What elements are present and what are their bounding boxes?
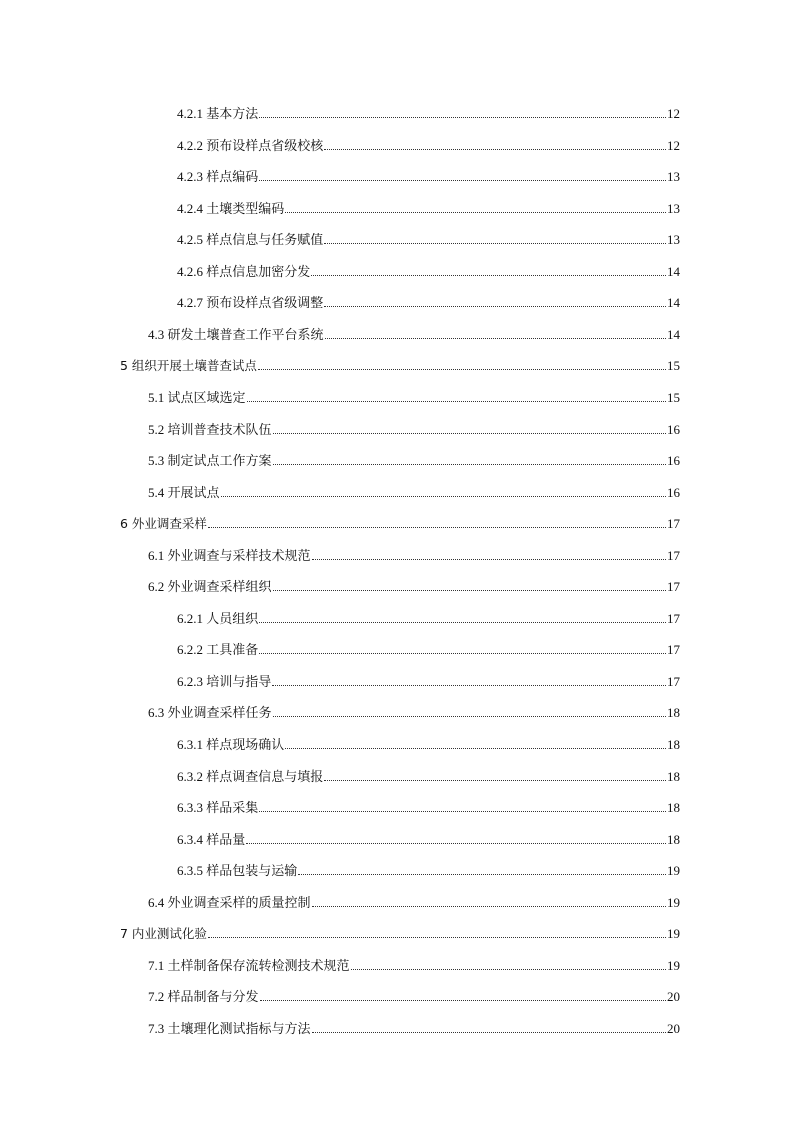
dot-leader	[259, 621, 666, 623]
toc-entry[interactable]	[120, 922, 680, 942]
dot-leader	[312, 558, 666, 560]
toc-entry-title: 6.3 外业调查采样任务	[148, 705, 272, 721]
toc-entry[interactable]	[148, 701, 680, 721]
toc-entry[interactable]	[177, 733, 680, 753]
toc-entry-page: 14	[667, 326, 680, 342]
dot-leader	[259, 810, 666, 812]
toc-entry-page: 18	[667, 768, 680, 784]
toc-entry[interactable]	[148, 954, 680, 974]
toc-entry-title: 4.2.1 基本方法	[177, 106, 259, 121]
toc-entry[interactable]	[177, 859, 680, 879]
toc-entry-page: 14	[667, 263, 680, 279]
toc-entry-title: 7.1 土样制备保存流转检测技术规范	[148, 957, 350, 973]
toc-entry[interactable]	[177, 228, 680, 248]
toc-entry-page: 18	[667, 705, 680, 721]
toc-entry[interactable]	[177, 260, 680, 280]
toc-entry-title: 4.2.7 预布设样点省级调整	[177, 295, 324, 311]
toc-entry-page: 12	[667, 106, 680, 121]
dot-leader	[325, 337, 666, 339]
dot-leader	[312, 905, 666, 907]
toc-entry-page: 19	[667, 894, 680, 910]
toc-entry-title: 6.3.5 样品包装与运输	[177, 863, 298, 879]
toc-entry-title: 4.2.6 样点信息加密分发	[177, 263, 311, 279]
toc-entry[interactable]	[177, 134, 680, 154]
toc-entry-title: 6.4 外业调查采样的质量控制	[148, 894, 311, 910]
toc-entry-page: 17	[667, 579, 680, 595]
toc-entry-page: 13	[667, 169, 680, 185]
dot-leader	[324, 305, 666, 307]
toc-entry[interactable]	[177, 796, 680, 816]
dot-leader	[324, 779, 666, 781]
dot-leader	[272, 684, 666, 686]
toc-entry[interactable]	[177, 828, 680, 848]
toc-entry-title: 6.3.1 样点现场确认	[177, 737, 285, 752]
toc-entry-page: 19	[667, 863, 680, 879]
toc-entry[interactable]	[177, 102, 680, 122]
toc-entry-title: 6.2.3 培训与指导	[177, 673, 272, 689]
toc-entry[interactable]	[177, 638, 680, 658]
toc-entry[interactable]	[148, 481, 680, 501]
toc-entry-page: 19	[667, 957, 680, 973]
toc-entry-page: 17	[667, 642, 680, 658]
toc-entry[interactable]	[148, 575, 680, 595]
dot-leader	[351, 968, 666, 970]
toc-entry[interactable]	[177, 607, 680, 627]
dot-leader	[311, 274, 666, 276]
toc-entry-page: 18	[667, 800, 680, 816]
toc-entry[interactable]	[177, 291, 680, 311]
dot-leader	[273, 463, 666, 465]
toc-entry-title: 7 内业测试化验	[120, 926, 207, 942]
dot-leader	[273, 589, 666, 591]
toc-entry[interactable]	[177, 670, 680, 690]
dot-leader	[260, 999, 666, 1001]
toc-entry[interactable]	[148, 985, 680, 1005]
toc-entry[interactable]	[148, 891, 680, 911]
toc-entry-title: 4.3 研发土壤普查工作平台系统	[148, 326, 324, 342]
toc-entry-page: 17	[667, 516, 680, 532]
toc-entry[interactable]	[120, 354, 680, 374]
toc-entry-page: 14	[667, 295, 680, 311]
toc-entry-title: 6.2.2 工具准备	[177, 642, 259, 658]
toc-entry-page: 20	[667, 1020, 680, 1036]
dot-leader	[324, 148, 666, 150]
toc-entry-title: 4.2.3 样点编码	[177, 169, 259, 185]
dot-leader	[273, 715, 666, 717]
toc-entry[interactable]	[177, 165, 680, 185]
toc-entry-title: 5.3 制定试点工作方案	[148, 453, 272, 469]
toc-entry[interactable]	[148, 386, 680, 406]
dot-leader	[298, 873, 666, 875]
toc-entry-title: 4.2.2 预布设样点省级校核	[177, 137, 324, 153]
dot-leader	[259, 116, 666, 118]
toc-entry-title: 4.2.5 样点信息与任务赋值	[177, 232, 324, 248]
dot-leader	[208, 936, 666, 938]
toc-entry-title: 7.3 土壤理化测试指标与方法	[148, 1020, 311, 1036]
toc-entry[interactable]	[120, 512, 680, 532]
toc-entry-title: 6.3.3 样品采集	[177, 800, 259, 816]
toc-entry-title: 6 外业调查采样	[120, 516, 207, 532]
dot-leader	[324, 242, 666, 244]
toc-entry-title: 6.1 外业调查与采样技术规范	[148, 547, 311, 563]
toc-entry-title: 6.2.1 人员组织	[177, 610, 259, 626]
toc-entry-title: 7.2 样品制备与分发	[148, 989, 259, 1005]
toc-entry-title: 5.1 试点区域选定	[148, 389, 246, 405]
toc-entry[interactable]	[177, 197, 680, 217]
toc-entry-title: 5 组织开展土壤普查试点	[120, 358, 257, 374]
toc-entry[interactable]	[148, 544, 680, 564]
dot-leader	[285, 211, 666, 213]
toc-entry[interactable]	[177, 765, 680, 785]
toc-entry-page: 13	[667, 200, 680, 216]
dot-leader	[259, 652, 666, 654]
toc-entry-title: 6.3.4 样品量	[177, 831, 246, 847]
toc-entry-page: 13	[667, 232, 680, 248]
toc-entry-page: 16	[667, 453, 680, 469]
toc-entry-title: 5.2 培训普查技术队伍	[148, 421, 272, 437]
toc-entry-page: 15	[667, 389, 680, 405]
dot-leader	[273, 432, 666, 434]
toc-entry-page: 20	[667, 989, 680, 1005]
toc-entry-page: 17	[667, 673, 680, 689]
dot-leader	[221, 495, 666, 497]
toc-entry-page: 18	[667, 831, 680, 847]
dot-leader	[247, 400, 666, 402]
dot-leader	[285, 747, 666, 749]
toc-entry[interactable]	[148, 418, 680, 438]
toc-entry[interactable]	[148, 323, 680, 343]
toc-entry-page: 19	[667, 926, 680, 942]
toc-entry-title: 5.4 开展试点	[148, 484, 220, 500]
dot-leader	[312, 1031, 666, 1033]
toc-entry-page: 16	[667, 484, 680, 500]
dot-leader	[259, 179, 666, 181]
toc-entry-title: 4.2.4 土壤类型编码	[177, 200, 285, 216]
toc-entry-title: 6.3.2 样点调查信息与填报	[177, 768, 324, 784]
toc-entry-page: 16	[667, 421, 680, 437]
dot-leader	[258, 368, 666, 370]
dot-leader	[246, 842, 666, 844]
toc-entry-page: 12	[667, 137, 680, 153]
toc-entry-page: 17	[667, 547, 680, 563]
toc-entry-title: 6.2 外业调查采样组织	[148, 579, 272, 595]
dot-leader	[208, 526, 666, 528]
toc-entry-page: 18	[667, 737, 680, 752]
toc-entry[interactable]	[148, 449, 680, 469]
toc-entry-page: 17	[667, 610, 680, 626]
toc-entry-page: 15	[667, 358, 680, 374]
toc-entry[interactable]	[148, 1017, 680, 1037]
